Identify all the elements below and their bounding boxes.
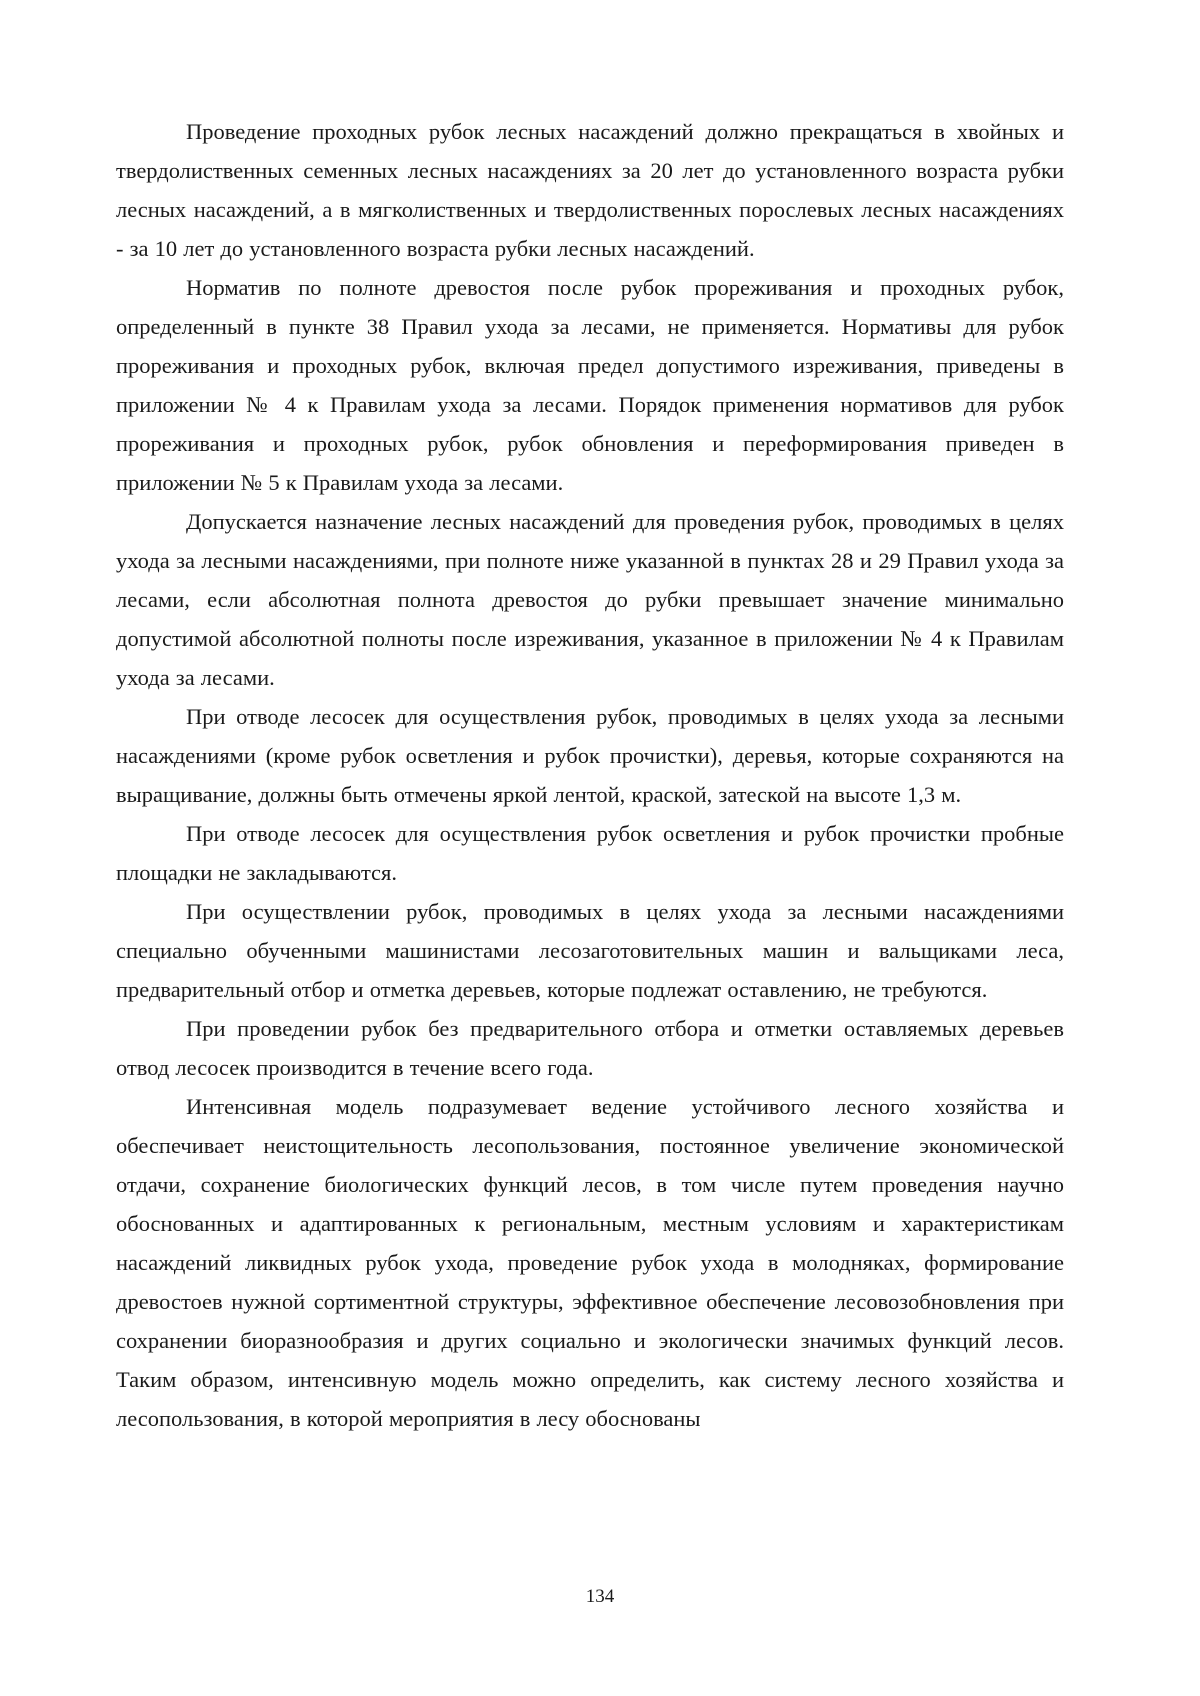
paragraph: Проведение проходных рубок лесных насаждений должно прекращаться в хвойных и твердолиственных семенных лесных насаждениях за 20 лет до установленного возраста рубки лесных насаждений, а в мягколиственных и твердолиственных порослевых лесных насаждениях - за 10 лет до установленного возраста рубки лесных насаждений. [116, 119, 1064, 261]
document-body [116, 112, 1064, 1438]
paragraph: Допускается назначение лесных насаждений для проведения рубок, проводимых в целях ухода за лесными насаждениями, при полноте ниже указанной в пунктах 28 и 29 Правил ухода за лесами, если абсолютная полнота древостоя до рубки превышает значение минимально допустимой абсолютной полноты после изреживания, указанное в приложении № 4 к Правилам ухода за лесами. [116, 509, 1064, 690]
paragraph: При проведении рубок без предварительного отбора и отметки оставляемых деревьев отвод лесосек производится в течение всего года. [116, 1016, 1064, 1080]
paragraph: Норматив по полноте древостоя после рубок прореживания и проходных рубок, определенный в пункте 38 Правил ухода за лесами, не применяется. Нормативы для рубок прореживания и проходных рубок, включая предел допустимого изреживания, приведены в приложении № 4 к Правилам ухода за лесами. Порядок применения нормативов для рубок прореживания и проходных рубок, рубок обновления и переформирования приведен в приложении № 5 к Правилам ухода за лесами. [116, 275, 1064, 495]
paragraph: Интенсивная модель подразумевает ведение устойчивого лесного хозяйства и обеспечивает неистощительность лесопользования, постоянное увеличение экономической отдачи, сохранение биологических функций лесов, в том числе путем проведения научно обоснованных и адаптированных к региональным, местным условиям и характеристикам насаждений ликвидных рубок ухода, проведение рубок ухода в молодняках, формирование древостоев нужной сортиментной структуры, эффективное обеспечение лесовозобновления при сохранении биоразнообразия и других социально и экологически значимых функций лесов. Таким образом, интенсивную модель можно определить, как систему лесного хозяйства и лесопользования, в которой мероприятия в лесу обоснованы [116, 1094, 1064, 1431]
paragraph: При осуществлении рубок, проводимых в целях ухода за лесными насаждениями специально обученными машинистами лесозаготовительных машин и вальщиками леса, предварительный отбор и отметка деревьев, которые подлежат оставлению, не требуются. [116, 899, 1064, 1002]
paragraph: При отводе лесосек для осуществления рубок осветления и рубок прочистки пробные площадки не закладываются. [116, 821, 1064, 885]
paragraph: При отводе лесосек для осуществления рубок, проводимых в целях ухода за лесными насаждениями (кроме рубок осветления и рубок прочистки), деревья, которые сохраняются на выращивание, должны быть отмечены яркой лентой, краской, затеской на высоте 1,3 м. [116, 704, 1064, 807]
page-number: 134 [585, 1586, 615, 1607]
